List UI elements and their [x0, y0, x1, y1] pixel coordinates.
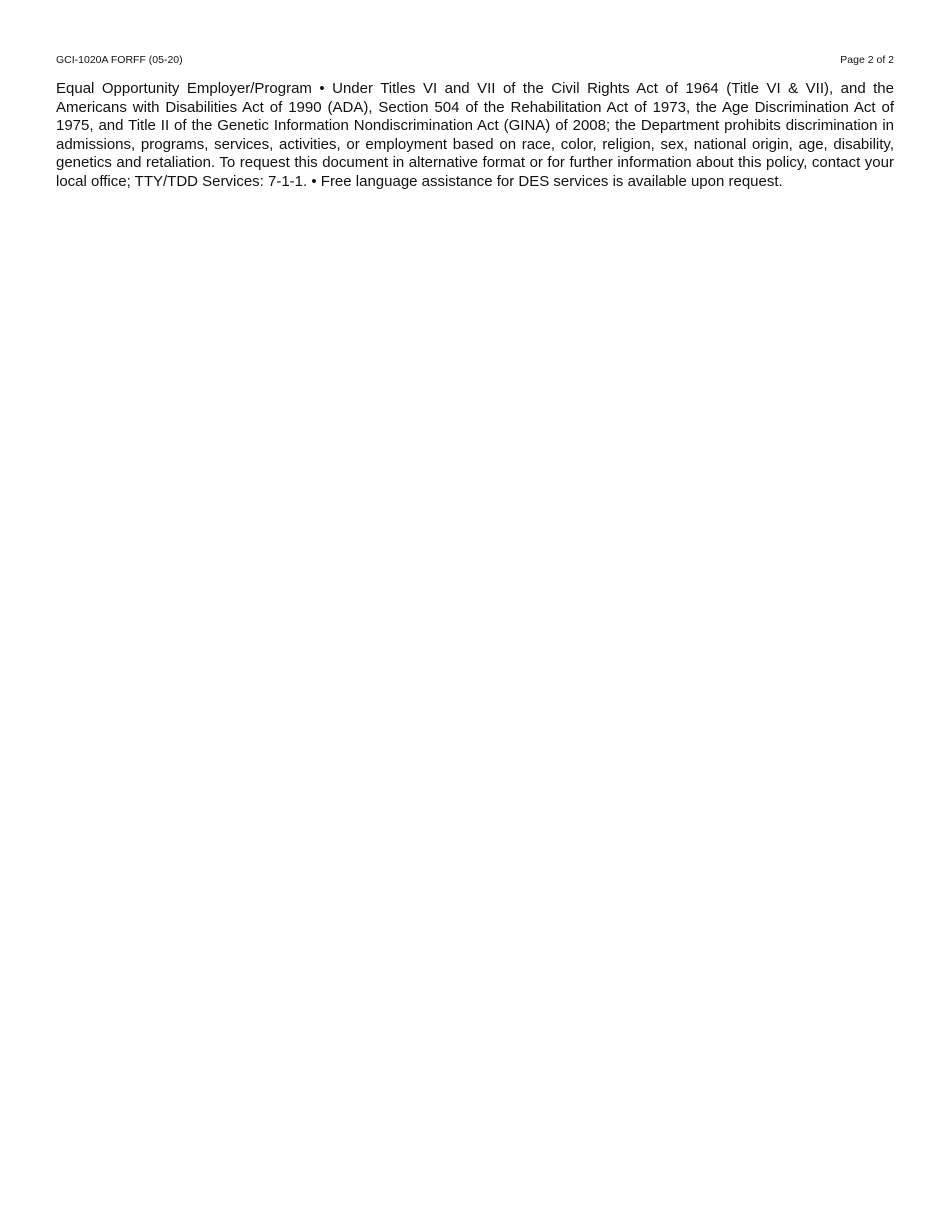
page-number: Page 2 of 2: [840, 54, 894, 66]
form-id: GCI-1020A FORFF (05-20): [56, 54, 183, 66]
equal-opportunity-notice: Equal Opportunity Employer/Program • Under Titles VI and VII of the Civil Rights Act of 1964 (Title VI & VII), and the Americans with Disabilities Act of 1990 (ADA), Section 504 of the Rehabilitation Act of 1973, the Age Discrimination Act of 1975, and Title II of the Genetic Information Nondiscrimination Act (GINA) of 2008; the Department prohibits discrimination in admissions, programs, services, activities, or employment based on race, color, religion, sex, national origin, age, disability, genetics and retaliation. To request this document in alternative format or for further information about this policy, contact your local office; TTY/TDD Services: 7-1-1. • Free language assistance for DES services is available upon request.: [56, 80, 894, 190]
page-header: [56, 53, 894, 67]
